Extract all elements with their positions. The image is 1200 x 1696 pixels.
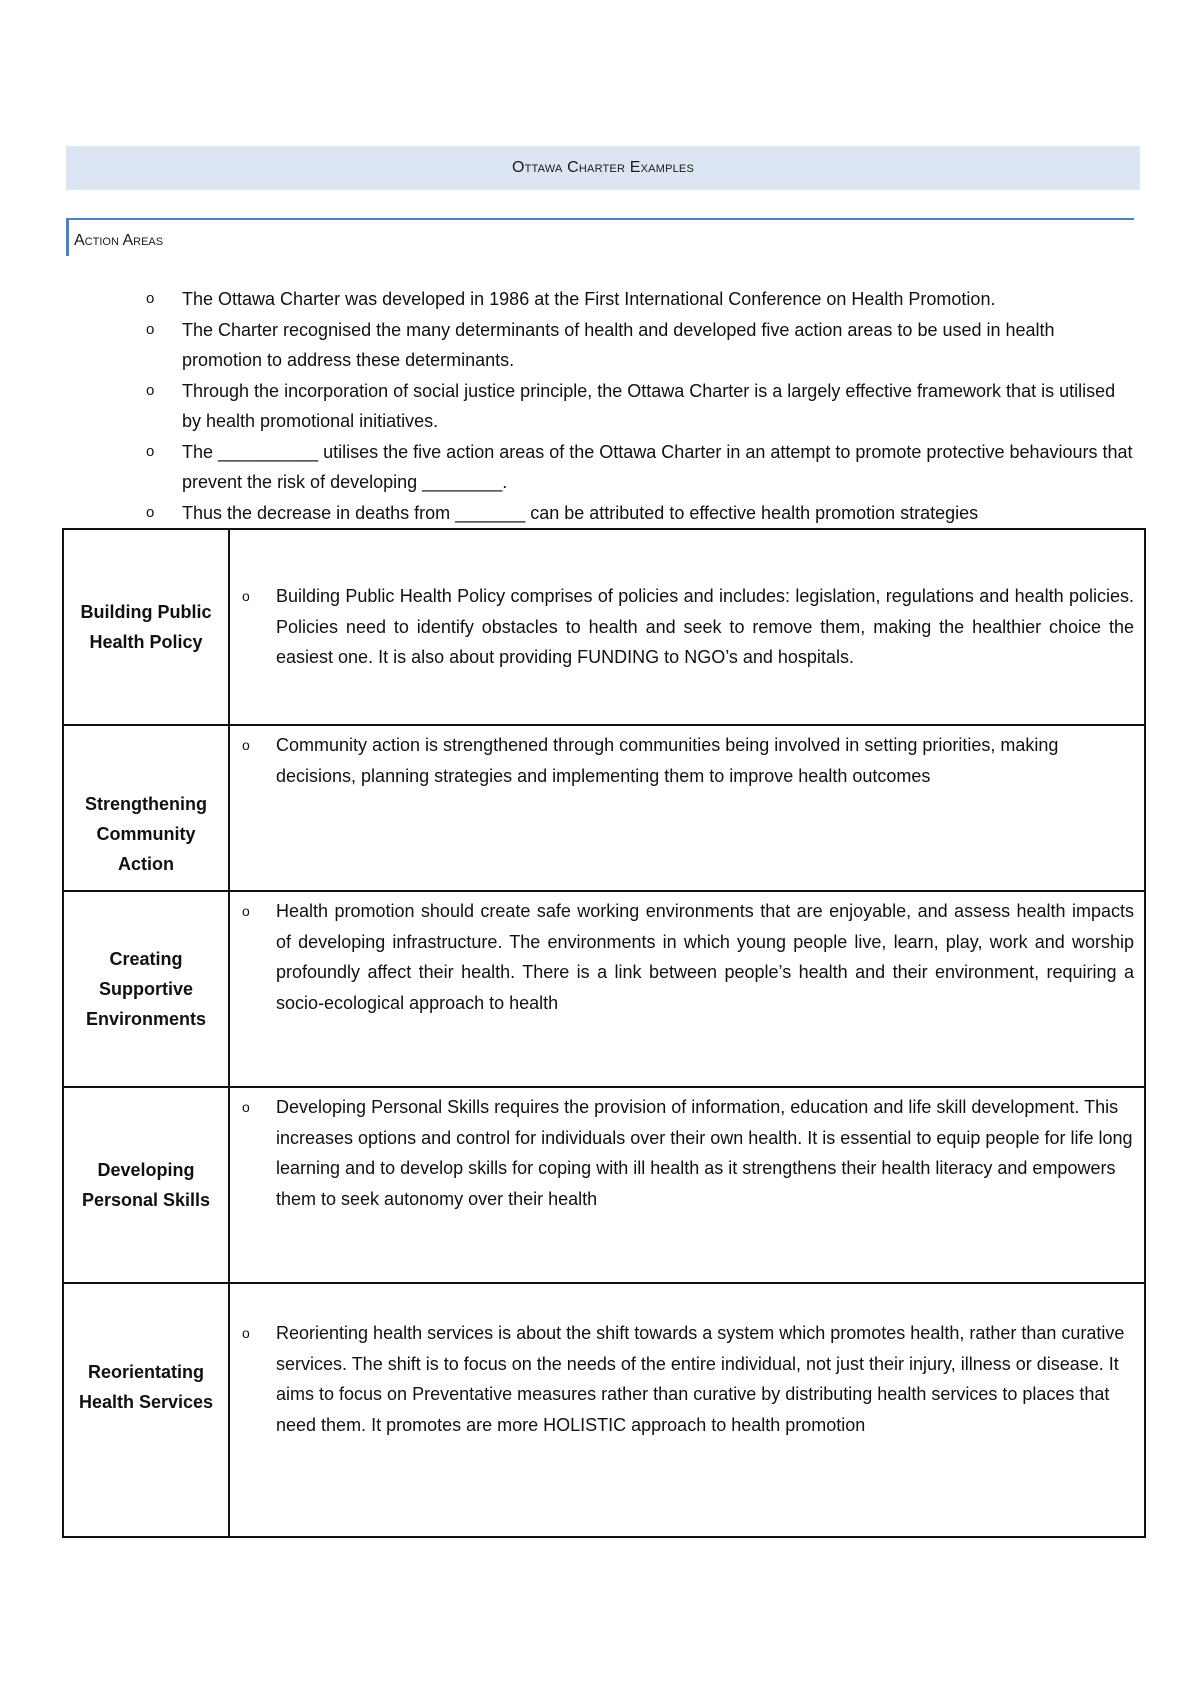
table-row (63, 891, 1145, 1087)
list-item (230, 730, 1144, 791)
action-areas-table (62, 528, 1146, 1538)
list-item (146, 376, 1136, 437)
table-row (63, 725, 1145, 891)
bullet-icon: o (242, 588, 250, 605)
description-list (230, 896, 1144, 1018)
list-item-text: Through the incorporation of social justice principle, the Ottawa Charter is a largely effective framework that is utilised by health promotional initiatives. (182, 380, 1116, 431)
action-area-label: Strengthening Community Action (63, 725, 229, 891)
description-list (230, 730, 1144, 791)
list-item (230, 1092, 1144, 1214)
description-list (230, 1092, 1144, 1214)
list-item (146, 498, 1136, 529)
list-item (230, 1318, 1144, 1440)
bullet-icon: o (242, 1099, 250, 1115)
list-item (146, 284, 1136, 315)
table-row (63, 1283, 1145, 1537)
action-area-label: Reorientating Health Services (63, 1283, 229, 1537)
action-area-label: Creating Supportive Environments (63, 891, 229, 1087)
list-item-text: The Charter recognised the many determinants of health and developed five action areas to be used in health promotion to address these determinants. (182, 319, 1055, 370)
description-list (230, 581, 1144, 673)
list-item (230, 896, 1144, 1018)
table-row (63, 529, 1145, 725)
bullet-icon: o (242, 737, 250, 753)
intro-bullet-list (146, 284, 1136, 528)
list-item (230, 581, 1144, 673)
action-area-description: Health promotion should create safe working environments that are enjoyable, and assess health impacts of developing infrastructure. The environments in which young people live, learn, play, work and worship profoundly affect their health. There is a link between people’s health and their environment, requiring a socio-ecological approach to health (276, 901, 1134, 1013)
action-area-description: Reorienting health services is about the shift towards a system which promotes health, rather than curative services. The shift is to focus on the needs of the entire individual, not just their injury, illness or disease. It aims to focus on Preventative measures rather than curative by distributing health services to places that need them. It promotes are more HOLISTIC approach to health promotion (276, 1323, 1125, 1435)
bullet-icon: o (242, 903, 250, 919)
table-row (63, 1087, 1145, 1283)
action-area-description-cell (229, 725, 1145, 891)
action-area-description: Community action is strengthened through communities being involved in setting priorities, making decisions, planning strategies and implementing them to improve health outcomes (276, 735, 1059, 786)
bullet-icon: o (146, 381, 155, 399)
action-area-description-cell (229, 1283, 1145, 1537)
bullet-icon: o (146, 503, 155, 521)
bullet-icon: o (242, 1325, 250, 1341)
document-title: Ottawa Charter Examples (511, 159, 694, 176)
action-area-description-cell (229, 891, 1145, 1087)
list-item-text: The __________ utilises the five action areas of the Ottawa Charter in an attempt to promote protective behaviours that prevent the risk of developing ________. (182, 441, 1133, 492)
list-item (146, 315, 1136, 376)
bullet-icon: o (146, 320, 155, 338)
action-area-label: Developing Personal Skills (63, 1087, 229, 1283)
action-area-description: Developing Personal Skills requires the provision of information, education and life skill development. This increases options and control for individuals over their own health. It is essential to equip people for life long learning and to develop skills for coping with ill health as it strengthens their health literacy and empowers them to seek autonomy over their health (276, 1097, 1133, 1209)
document-title-bar (66, 146, 1140, 190)
bullet-icon: o (146, 442, 155, 460)
action-area-label: Building Public Health Policy (63, 529, 229, 725)
section-heading (66, 218, 1134, 256)
list-item-text: Thus the decrease in deaths from _______ can be attributed to effective health promotion strategies (182, 502, 979, 523)
bullet-icon: o (146, 290, 155, 307)
list-item-text: The Ottawa Charter was developed in 1986 at the First International Conference on Health Promotion. (182, 289, 996, 309)
action-area-description: Building Public Health Policy comprises of policies and includes: legislation, regulations and health policies. Policies need to identify obstacles to health and seek to remove them, making the healthier choice the easiest one. It is also about providing FUNDING to NGO’s and hospitals. (276, 586, 1134, 668)
action-area-description-cell (229, 529, 1145, 725)
action-area-description-cell (229, 1087, 1145, 1283)
description-list (230, 1318, 1144, 1440)
section-heading-text: Action Areas (74, 232, 164, 249)
list-item (146, 437, 1136, 498)
